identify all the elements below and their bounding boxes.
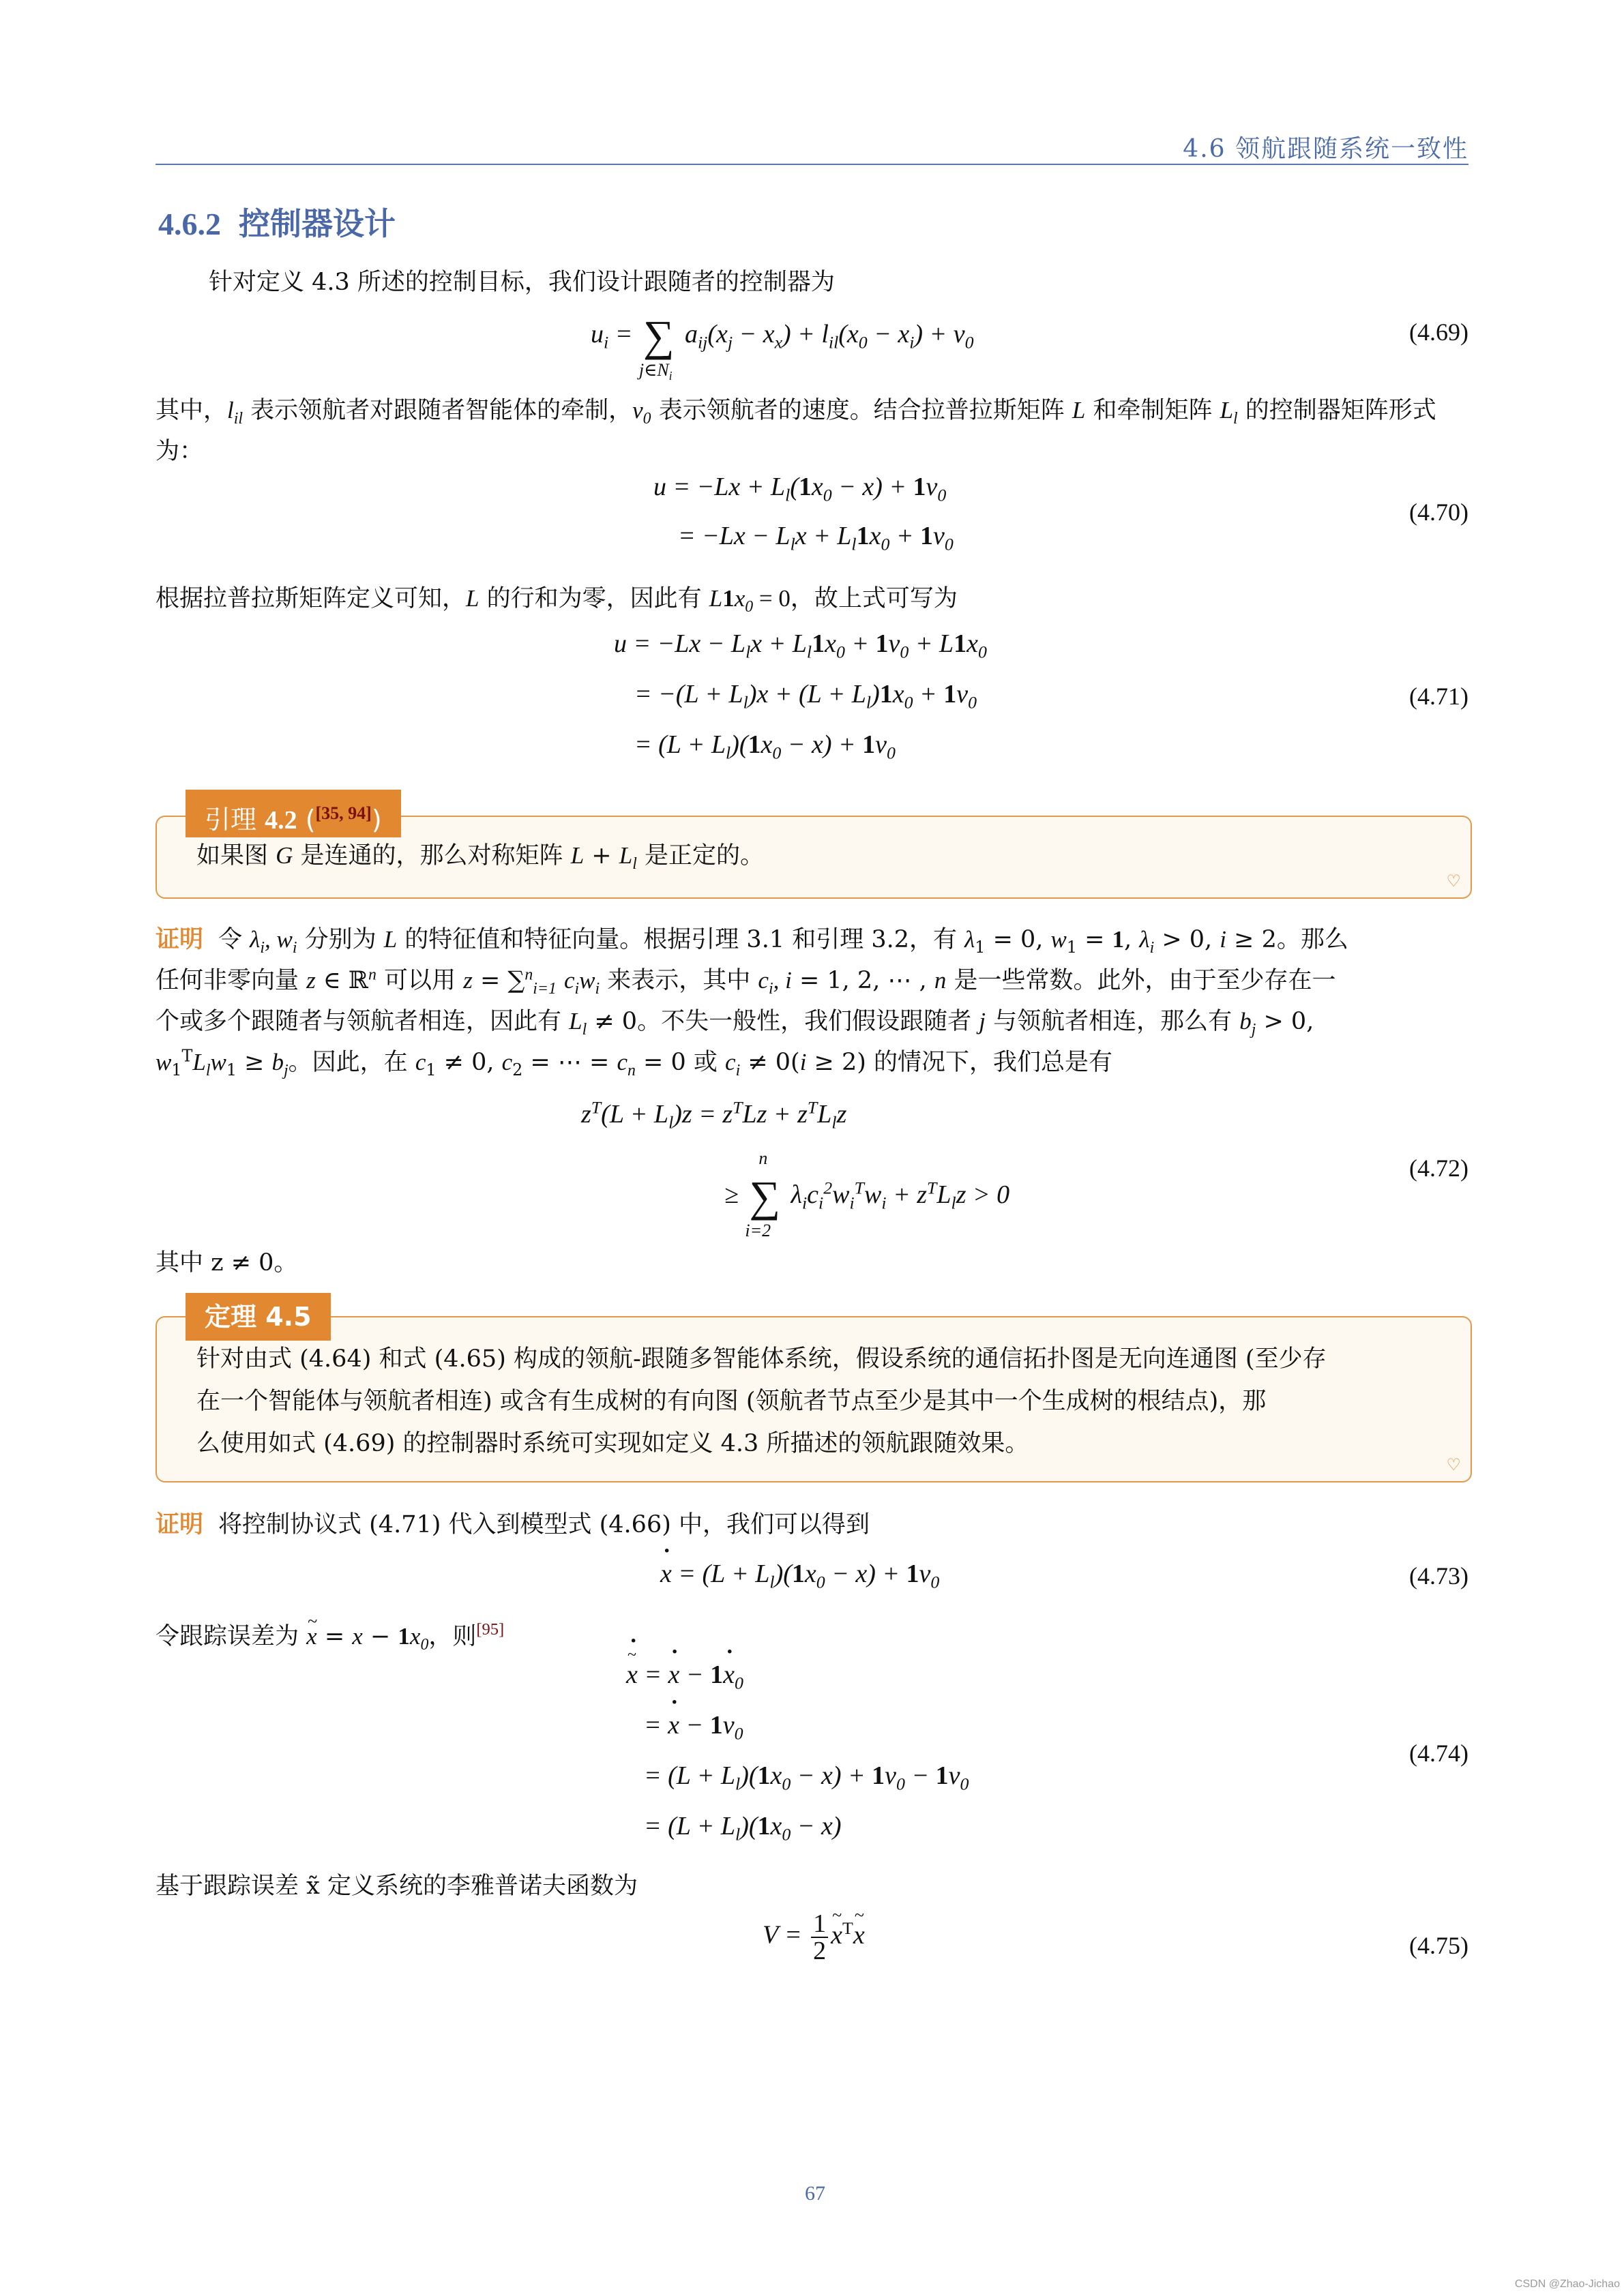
equation-4-74-line2: = x · − $1v_0$	[644, 1710, 743, 1740]
equation-4-70-line2: = $-Lx - L_lx + L_l1x_0 + 1v_0$	[678, 522, 954, 554]
paragraph-after-4-72: 其中 z ≠ 0。	[156, 1249, 298, 1277]
proof-label: 证明	[156, 926, 204, 953]
page-number: 67	[805, 2182, 825, 2205]
fraction: $\frac{1}{2}$	[811, 1911, 828, 1964]
header-rule	[156, 164, 1468, 165]
equation-4-73: x · = $(L + L_l)(1x_0 - x) + 1v_0$	[660, 1559, 939, 1589]
heart-icon: ♡	[1446, 1455, 1461, 1474]
proof-line: $w_1^TL_lw_1 \ge b_j$。因此，在 $c_1 \ne 0$, $c_2$ = ⋯ = $c_n = 0$ 或 $c_i \ne 0(i \ge 2)$ 的情况下，我们总是有	[156, 1046, 1113, 1079]
equation-number: (4.73)	[1409, 1562, 1468, 1590]
proof-1	[156, 919, 1468, 1083]
theorem-box	[156, 1316, 1472, 1482]
equation-number: (4.75)	[1409, 1932, 1468, 1959]
proof-label: 证明	[156, 1511, 204, 1538]
heart-icon: ♡	[1446, 871, 1461, 891]
tracking-error-paragraph: 令跟踪误差为 ~ $x = x - 1x_0$，则[95]	[156, 1609, 1468, 1657]
proof-line: 任何非零向量 z ∈ ℝ$^n$ 可以用 z = ∑$^n_{i=1}$ $c_iw_i$ 来表示，其中 $c_i$, i = 1, 2, ⋯ , n 是一些常数。此外，由于至少存在一	[156, 966, 1336, 998]
equation-4-72-line2: ≥ ∑ n i=2 $\lambda_ic_i^2w_i^Tw_i + z^TL_lz > 0$	[724, 1148, 1010, 1240]
equation-4-69: $u_i$ = ∑ $j\in N_i$ $a_{ij}(x_j - x_x) + l_{il}(x_0 - x_i) + v_0$	[591, 312, 974, 383]
watermark: CSDN @Zhao-Jichao	[1514, 2278, 1620, 2290]
lyapunov-paragraph: 基于跟踪误差 x̃ 定义系统的李雅普诺夫函数为	[156, 1873, 638, 1900]
equation-number: (4.72)	[1409, 1154, 1468, 1182]
equation-4-70-line1: $u = -Lx + L_l(1x_0 - x) + 1v_0$	[653, 473, 947, 505]
equation-4-71-line3: = $(L + L_l)(1x_0 - x) + 1v_0$	[634, 730, 896, 763]
proof-2: 证明 将控制协议式 (4.71) 代入到模型式 (4.66) 中，我们可以得到	[156, 1511, 870, 1538]
equation-number: (4.69)	[1409, 318, 1468, 346]
equation-4-72-line1: $z^T(L + L_l)z = z^TLz + z^TL_lz$	[581, 1097, 847, 1133]
paragraph-after-4-70: 根据拉普拉斯矩阵定义可知，L 的行和为零，因此有 $L1x_0 = 0$，故上式可写为	[156, 585, 958, 616]
equation-4-71-line1: $u = -Lx - L_lx + L_l1x_0 + 1v_0 + L1x_0$	[614, 629, 987, 662]
equation-4-74-line4: = $(L + L_l)(1x_0 - x)$	[644, 1812, 842, 1845]
equation-number: (4.71)	[1409, 683, 1468, 710]
equation-number: (4.70)	[1409, 498, 1468, 526]
section-title	[158, 199, 396, 244]
equation-4-71-line2: = $-(L + L_l)x + (L + L_l)1x_0 + 1v_0$	[634, 680, 977, 713]
equation-number: (4.74)	[1409, 1740, 1468, 1767]
proof-line: 个或多个跟随者与领航者相连，因此有 $L_l \ne 0$。不失一般性，我们假设跟随者 j 与领航者相连，那么有 $b_j > 0$,	[156, 1008, 1314, 1039]
equation-4-74-line3: = $(L + L_l)(1x_0 - x) + 1v_0 - 1v_0$	[644, 1761, 969, 1794]
lemma-citation[interactable]: [35, 94]	[315, 803, 372, 823]
citation-95[interactable]: [95]	[476, 1620, 505, 1639]
equation-4-74-line1: ~ x · = x · − $1x \cdot_0$	[626, 1660, 743, 1690]
theorem-body: 针对由式 (4.64) 和式 (4.65) 构成的领航-跟随多智能体系统，假设系统的通信拓扑图是无向连通图 (至少存 在一个智能体与领航者相连) 或含有生成树的有向图 (领航者节点至少是其中一个生成树的根结点)，那 么使用如式 (4.69) 的控制器时系统可实现如定义 4.3 所描述的领航跟随效果。	[196, 1345, 1327, 1457]
sum-symbol: ∑ $j\in N_i$	[638, 312, 675, 383]
theorem-label: 定理 4.5	[186, 1293, 331, 1341]
section-number: 4.6.2	[158, 207, 221, 241]
proof-line: 证明 令 $\lambda_i$, $w_i$ 分别为 L 的特征值和特征向量。根据引理 3.1 和引理 3.2，有 $\lambda_1 = 0$, $w_1 = 1$, $\lambda_i > 0$, i ≥ 2。那么	[156, 926, 1348, 957]
sum-symbol: ∑ n i=2	[745, 1148, 780, 1240]
section-title-text: 控制器设计	[239, 207, 396, 241]
lemma-label: 引理 4.2 ([35, 94])	[186, 790, 401, 837]
running-head: 4.6 领航跟随系统一致性	[1183, 135, 1468, 163]
paragraph-after-4-69: 其中，$l_{il}$ 表示领航者对跟随者智能体的牵制，$v_0$ 表示领航者的速度。结合拉普拉斯矩阵 L 和牵制矩阵 $L_l$ 的控制器矩阵形式为：	[156, 397, 1436, 465]
lemma-body: 如果图 G 是连通的，那么对称矩阵 $L + L_l$ 是正定的。	[196, 842, 764, 873]
intro-paragraph: 针对定义 4.3 所述的控制目标，我们设计跟随者的控制器为	[209, 269, 835, 296]
equation-4-75: V = $\frac{1}{2}$ ~ $x^T\sim$ x	[763, 1911, 865, 1964]
